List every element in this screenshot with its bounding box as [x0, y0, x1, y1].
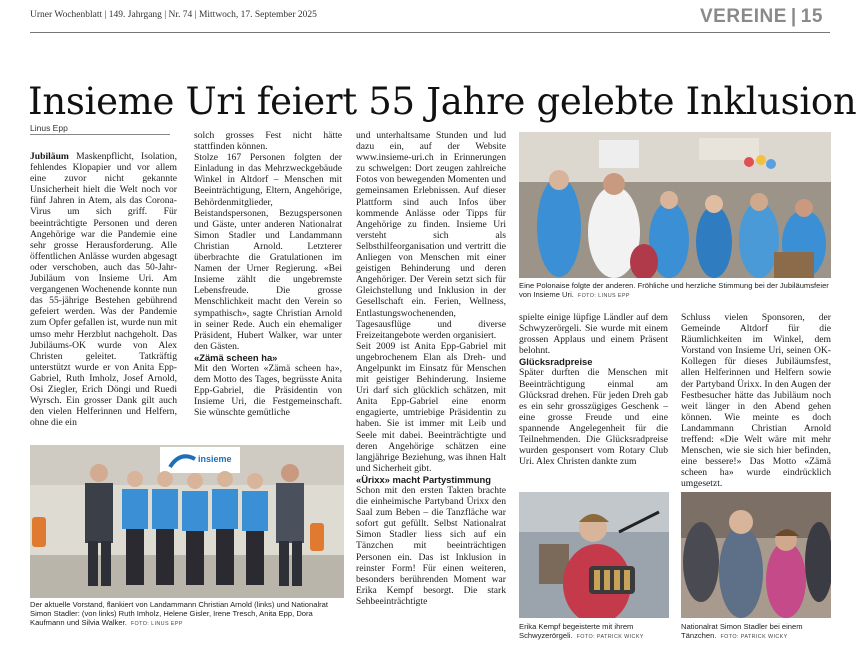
subheading: «Ürixx» macht Partystimmung: [356, 473, 491, 485]
paragraph: Seit 2009 ist Anita Epp-Gabriel mit ungebrochenem Elan als Dreh- und Angelpunkt im Einsatz für Menschen mit geistiger Behinderung. Insieme Uri darf sich glücklich schätzen, mit Anita Epp-Gabriel eine enorm engagierte, umtriebige Präsidentin zu haben. Sie ist immer mit Leib und Seele mit dabei. Beeinträchtigte und deren Angehörige schätzen eine langjährige Beziehung, was ihnen Halt und Sicherheit gibt.: [356, 340, 506, 474]
insieme-banner-text: insieme: [198, 454, 232, 464]
photo-erika-kempf: [519, 492, 669, 618]
paragraph: Stolze 167 Personen folgten der Einladung in das Mehrzweckgebäude Winkel in Altdorf – Menschen mit Beeinträchtigung, Eltern, Angehörige, Behördenmitglieder, Beistandspersonen, Bezugspersonen und Gäste, unter anderen Nationalrat Simon Stadler und Landammann Christian Arnold. Letzterer überbrachte die Gratulationen im Namen der Urner Regierung. «Bei Insieme zählt die ungebremste Lebensfreude. Die grosse Menschlichkeit macht den Verein so sympathisch», sagte Christian Arnold in seiner Rede. Auch ein ehemaliger Präsident, Hubert Walker, war unter den Gästen.: [194, 152, 342, 352]
photo-credit: FOTO: LINUS EPP: [577, 293, 630, 300]
photo-vorstand: [30, 445, 344, 598]
paragraph: [30, 151, 177, 428]
caption-text: Eine Polonaise folgte der anderen. Fröhliche und herzliche Stimmung bei der Jubiläumsfeier von Insieme Uri.: [519, 281, 829, 300]
article-column-2: [194, 130, 342, 418]
photo-credit: FOTO: LINUS EPP: [130, 621, 183, 628]
paragraph: und unterhaltsame Stunden und lud dazu ein, auf der Website www.insieme-uri.ch in Erinnerungen zu schwelgen: Dort zeugen zahlreiche Fotos von bewegenden Momenten und gemeinsamen Erlebnissen. Auf dieser Plattform sind auch Infos über kommende Anlässe oder Tipps für Angehörige zu finden. Insieme Uri versteht sich als Selbsthilfeorganisation und vertritt die Anliegen von Menschen mit einer geistigen Behinderung und deren Angehöriger. Der Verein setzt sich für Gleichstellung und Inklusion in der Gesellschaft ein. Ferien, Wellness, Entlastungswochenenden, Tagesausflüge und diverse Freizeitangebote werden organisiert.: [356, 130, 506, 341]
photo-polonaise: [519, 132, 831, 278]
article-column-4: [519, 312, 668, 467]
section-label: VEREINE | 15: [700, 6, 823, 27]
paragraph: solch grosses Fest nicht hätte stattfinden können.: [194, 130, 342, 153]
caption-text: Erika Kempf begeisterte mit ihrem Schwyzerörgeli.: [519, 622, 634, 641]
caption-erika: [519, 622, 669, 642]
caption-polonaise: [519, 281, 831, 301]
photo-stadler-tanz: [681, 492, 831, 618]
paragraph: spielte einige lüpfige Ländler auf dem Schwyzerörgeli. Sie wurde mit einem grossen Applaus und einem Präsent belohnt.: [519, 312, 668, 357]
article-column-1: [30, 151, 177, 428]
section-name: VEREINE: [700, 6, 787, 27]
paragraph: Mit den Worten «Zämä scheen ha», dem Motto des Tages, begrüsste Anita Epp-Gabriel, die Präsidentin von Insieme Uri, die Festgemeinschaft. Sie wünschte gemütliche: [194, 362, 342, 419]
paragraph: Später durften die Menschen mit Beeinträchtigung einmal am Glücksrad drehen. Für jeden Dreh gab es ein sehr grosszügiges Geschenk – eine grosse Freude und eine spannende Angelegenheit für die Teilnehmenden. Die Glücksradpreise wurden gesponsert vom Rotary Club Uri. Alex Christen dankte zum: [519, 367, 668, 468]
page-number: 15: [800, 6, 823, 27]
photo-credit: FOTO: PATRICK WICKY: [720, 634, 788, 641]
paragraph-text: Maskenpflicht, Isolation, fehlendes Klopapier und vor allem eine zuvor nicht gekannte Unsicherheit hielt die Welt noch vor fünf Jahren in Atem, als das Corona-Virus um sich griff. Für beeinträchtigte Personen und deren Angehörige war die Pandemie eine sehr grosse Herausforderung. Alle öffentlichen Anlässe wurden abgesagt oder verschoben, auch das 50-Jahr-Jubiläum von Insieme Uri. Am vergangenen Wochenende konnte nun das 55-jährige Bestehen gebührend gefeiert werden. Was der Pandemie zum Opfer gefallen ist, wurde nun mit umso mehr Herzblut nachgeholt. Das Jubiläums-OK wurde von Alex Christen geleitet. Tatkräftig unterstützt wurde er von Anita Epp-Gabriel, Ruth Imholz, Josef Arnold, Osi Ziegler, Erich Döngi und Ruedi Wyrsch. Ein grosser Dank gilt auch den vielen Helferinnen und Helfern, ohne die ein: [30, 151, 177, 429]
author: Linus Epp: [30, 123, 68, 133]
subheading: Glücksradpreise: [519, 356, 593, 368]
article-column-5: [681, 312, 831, 490]
publication-line: Urner Wochenblatt | 149. Jahrgang | Nr. 74 | Mittwoch, 17. September 2025: [30, 10, 317, 20]
photo-credit: FOTO: PATRICK WICKY: [576, 634, 644, 641]
subheading: «Zämä scheen ha»: [194, 351, 278, 363]
author-rule: [30, 134, 170, 135]
caption-text: Nationalrat Simon Stadler bei einem Tänzchen.: [681, 622, 803, 641]
paragraph: Schluss vielen Sponsoren, der Gemeinde Altdorf für die Räumlichkeiten im Winkel, dem Vorstand von Insieme Uri, seinen OK-Kollegen für dieses Jubiläumsfest, allen Helferinnen und Helfern sowie der Partyband Ürixx. In den Augen der Festbesucher hätte das Jubiläum noch weit länger in den Abend gehen können. Wie meinte es doch Landammann Christian Arnold treffend: «Die Welt wäre mit mehr Menschen, wie sie sich hier befinden, eine bessere!» Das Motto «Zämä scheen ha» wurde eindrücklich umgesetzt.: [681, 312, 831, 490]
header-rule: [30, 32, 830, 33]
caption-vorstand: [30, 600, 344, 630]
kicker: Jubiläum: [30, 151, 69, 162]
caption-stadler: [681, 622, 831, 642]
paragraph: Schon mit den ersten Takten brachte die einheimische Partyband Ürixx den Saal zum Beben – die Tanzfläche war sofort gut gefüllt. Selbst Nationalrat Simon Stadler liess sich auf ein Tänzchen mit beeinträchtigen Personen ein. Das ist Inklusion in reinster Form! Für einen weiteren, besonders berührenden Moment war Erika Kempf besorgt. Die stark Sehbeeinträchtigte: [356, 485, 506, 607]
headline: Insieme Uri feiert 55 Jahre gelebte Inklusion: [28, 80, 857, 123]
article-column-3: [356, 130, 506, 607]
caption-text: Der aktuelle Vorstand, flankiert von Landammann Christian Arnold (links) und Nationalrat Simon Stadler: (von links) Ruth Imholz, Helene Gisler, Irene Tresch, Anita Epp, Dora Kaufmann und Silvia Walker.: [30, 600, 328, 628]
